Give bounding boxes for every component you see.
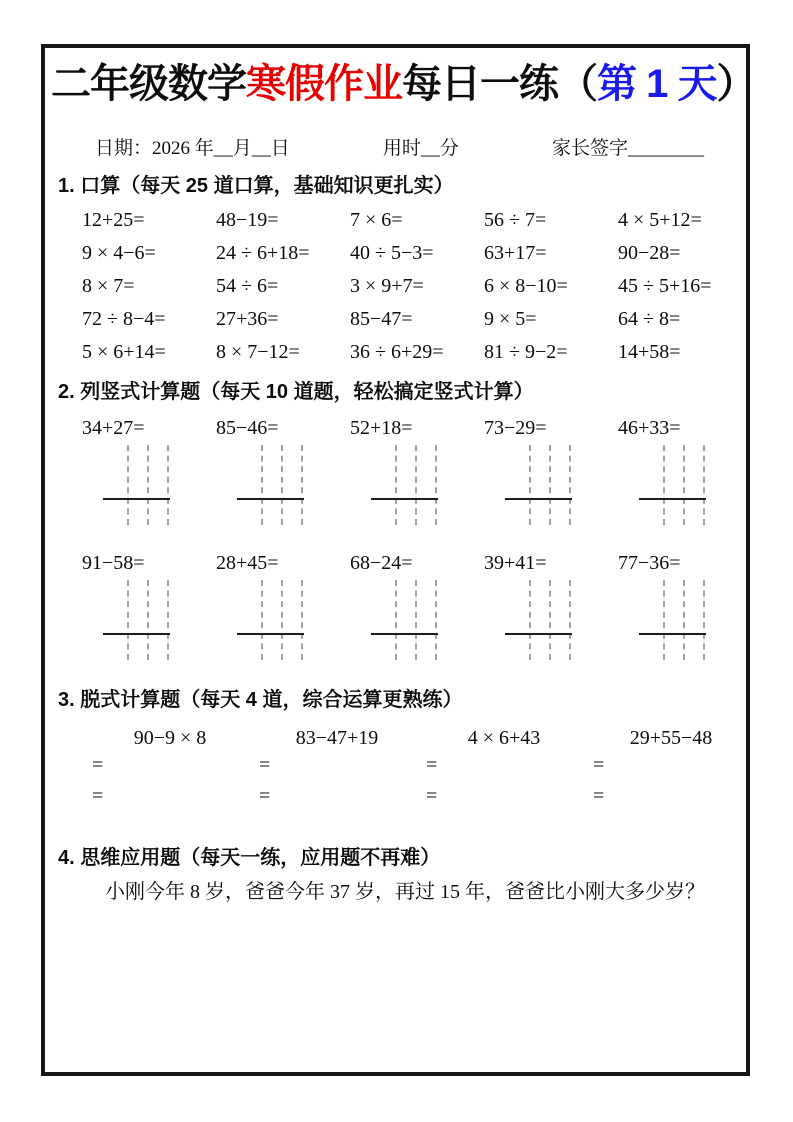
guide-dashed-line [683, 445, 685, 525]
equals-line: = [593, 785, 605, 807]
stepwise-problems-grid [45, 726, 746, 812]
vertical-problem: 39+41= [484, 552, 547, 574]
oral-problem: 8 × 7= [82, 275, 135, 297]
time-field: 用时__分 [382, 138, 459, 159]
oral-problem: 12+25= [82, 209, 145, 231]
vertical-problems-row [45, 552, 746, 574]
vertical-calc-scaffold [237, 445, 304, 525]
word-problem-text: 小刚今年 8 岁，爸爸今年 37 岁，再过 15 年，爸爸比小刚大多少岁？ [105, 881, 705, 903]
stepwise-expression: 83−47+19 [295, 727, 379, 749]
vertical-calc-scaffold [505, 580, 572, 660]
guide-dashed-line [395, 445, 397, 525]
equals-line: = [593, 754, 605, 776]
stepwise-problem-column [591, 726, 758, 812]
oral-problem: 90−28= [618, 242, 681, 264]
oral-problems-grid [45, 204, 746, 369]
meta-row [45, 137, 746, 161]
title-segment: （ [558, 62, 597, 106]
guide-dashed-line [683, 580, 685, 660]
stepwise-expression: 4 × 6+43 [467, 727, 541, 749]
equals-line: = [426, 754, 438, 776]
oral-problem: 64 ÷ 8= [618, 308, 681, 330]
guide-dashed-line [549, 445, 551, 525]
oral-problem: 56 ÷ 7= [484, 209, 547, 231]
oral-problem: 3 × 9+7= [350, 275, 424, 297]
oral-problem: 40 ÷ 5−3= [350, 242, 434, 264]
answer-line [237, 633, 304, 635]
guide-dashed-line [703, 445, 705, 525]
vertical-problem: 73−29= [484, 417, 547, 439]
vertical-scaffolds-row [45, 445, 746, 525]
page-title [51, 62, 756, 107]
stepwise-problem-column [424, 726, 591, 812]
answer-line [371, 498, 438, 500]
oral-problem: 7 × 6= [350, 209, 403, 231]
oral-problem: 36 ÷ 6+29= [350, 341, 444, 363]
guide-dashed-line [127, 580, 129, 660]
vertical-problem: 85−46= [216, 417, 279, 439]
guide-dashed-line [147, 580, 149, 660]
guide-dashed-line [167, 580, 169, 660]
vertical-problems-row [45, 417, 746, 439]
title-segment: 寒假作业 [246, 62, 402, 106]
vertical-calc-scaffold [505, 445, 572, 525]
guide-dashed-line [395, 580, 397, 660]
vertical-problem: 28+45= [216, 552, 279, 574]
guide-dashed-line [415, 445, 417, 525]
guide-dashed-line [529, 445, 531, 525]
oral-problem: 4 × 5+12= [618, 209, 702, 231]
vertical-problem: 52+18= [350, 417, 413, 439]
guide-dashed-line [261, 580, 263, 660]
oral-problem: 81 ÷ 9−2= [484, 341, 568, 363]
vertical-calc-scaffold [237, 580, 304, 660]
equals-line: = [426, 785, 438, 807]
vertical-calc-scaffold [639, 445, 706, 525]
stepwise-expression: 90−9 × 8 [133, 727, 207, 749]
guide-dashed-line [569, 445, 571, 525]
stepwise-expression: 29+55−48 [629, 727, 713, 749]
equals-line: = [92, 785, 104, 807]
equals-line: = [259, 754, 271, 776]
oral-problem: 9 × 5= [484, 308, 537, 330]
vertical-problem: 68−24= [350, 552, 413, 574]
vertical-calc-scaffold [103, 580, 170, 660]
oral-problem: 8 × 7−12= [216, 341, 300, 363]
section-2-heading: 2. 列竖式计算题（每天 10 道题，轻松搞定竖式计算） [58, 381, 534, 403]
answer-line [103, 633, 170, 635]
equals-line: = [259, 785, 271, 807]
guide-dashed-line [569, 580, 571, 660]
vertical-calc-scaffold [103, 445, 170, 525]
guide-dashed-line [435, 445, 437, 525]
oral-problem: 9 × 4−6= [82, 242, 156, 264]
section-4-heading: 4. 思维应用题（每天一练，应用题不再难） [58, 847, 441, 869]
guide-dashed-line [301, 445, 303, 525]
guide-dashed-line [549, 580, 551, 660]
answer-line [103, 498, 170, 500]
vertical-calc-scaffold [371, 580, 438, 660]
title-segment: 每日一练 [402, 62, 558, 106]
answer-line [505, 633, 572, 635]
guide-dashed-line [147, 445, 149, 525]
answer-line [237, 498, 304, 500]
oral-problem: 85−47= [350, 308, 413, 330]
worksheet-sheet [41, 44, 756, 1076]
guide-dashed-line [127, 445, 129, 525]
vertical-problem: 77−36= [618, 552, 681, 574]
guide-dashed-line [167, 445, 169, 525]
guide-dashed-line [703, 580, 705, 660]
oral-problem: 5 × 6+14= [82, 341, 166, 363]
signature-field: 家长签字________ [551, 138, 704, 159]
guide-dashed-line [301, 580, 303, 660]
guide-dashed-line [281, 445, 283, 525]
vertical-calc-block [45, 417, 746, 660]
vertical-problem: 34+27= [82, 417, 145, 439]
date-field: 日期：2026 年__月__日 [95, 138, 290, 159]
oral-problem: 14+58= [618, 341, 681, 363]
oral-problem: 6 × 8−10= [484, 275, 568, 297]
guide-dashed-line [529, 580, 531, 660]
oral-problem: 24 ÷ 6+18= [216, 242, 310, 264]
section-1-heading: 1. 口算（每天 25 道口算，基础知识更扎实） [58, 175, 454, 197]
oral-problem: 27+36= [216, 308, 279, 330]
equals-line: = [92, 754, 104, 776]
vertical-calc-scaffold [371, 445, 438, 525]
vertical-problem: 91−58= [82, 552, 145, 574]
stepwise-problem-column [90, 726, 257, 812]
stepwise-problem-column [257, 726, 424, 812]
vertical-scaffolds-row [45, 580, 746, 660]
answer-line [505, 498, 572, 500]
oral-problem: 63+17= [484, 242, 547, 264]
oral-problem: 72 ÷ 8−4= [82, 308, 166, 330]
guide-dashed-line [261, 445, 263, 525]
title-segment: 第 1 天 [597, 62, 717, 106]
oral-problem: 45 ÷ 5+16= [618, 275, 712, 297]
title-segment: 二年级数学 [51, 62, 246, 106]
guide-dashed-line [663, 580, 665, 660]
guide-dashed-line [415, 580, 417, 660]
title-segment: ） [716, 62, 756, 106]
answer-line [639, 633, 706, 635]
vertical-calc-scaffold [639, 580, 706, 660]
answer-line [371, 633, 438, 635]
oral-problem: 48−19= [216, 209, 279, 231]
guide-dashed-line [663, 445, 665, 525]
guide-dashed-line [435, 580, 437, 660]
guide-dashed-line [281, 580, 283, 660]
section-3-heading: 3. 脱式计算题（每天 4 道，综合运算更熟练） [58, 689, 463, 711]
answer-line [639, 498, 706, 500]
oral-problem: 54 ÷ 6= [216, 275, 279, 297]
vertical-problem: 46+33= [618, 417, 681, 439]
